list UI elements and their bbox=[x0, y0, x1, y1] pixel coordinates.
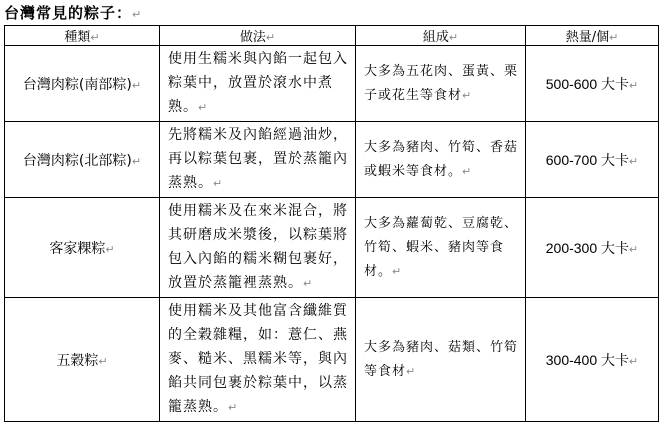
header-calories: 熱量/個↵ bbox=[526, 26, 659, 46]
cell-composition: 大多為蘿蔔乾、豆腐乾、竹筍、蝦米、豬肉等食材。↵ bbox=[356, 198, 526, 298]
title-text: 台灣常見的粽子： bbox=[4, 4, 133, 22]
cell-calories: 200-300 大卡↵ bbox=[526, 198, 659, 298]
table-row bbox=[5, 298, 659, 422]
table-row bbox=[5, 122, 659, 198]
cell-calories: 600-700 大卡↵ bbox=[526, 122, 659, 198]
cell-type: 五穀粽↵ bbox=[5, 298, 160, 422]
table-row bbox=[5, 198, 659, 298]
cell-calories: 300-400 大卡↵ bbox=[526, 298, 659, 422]
cell-composition: 大多為五花肉、蛋黃、栗子或花生等食材↵ bbox=[356, 46, 526, 122]
cell-type: 台灣肉粽(南部粽)↵ bbox=[5, 46, 160, 122]
cell-type: 台灣肉粽(北部粽)↵ bbox=[5, 122, 160, 198]
cell-type: 客家粿粽↵ bbox=[5, 198, 160, 298]
header-type: 種類↵ bbox=[5, 26, 160, 46]
header-method: 做法↵ bbox=[160, 26, 356, 46]
header-row bbox=[5, 26, 659, 46]
paragraph-mark-icon: ↵ bbox=[132, 8, 143, 21]
zongzi-table bbox=[4, 25, 659, 422]
cell-method: 使用糯米及其他富含纖維質的全穀雜糧，如：薏仁、燕麥、糙米、黑糯米等，與內餡共同包裹於粽葉中，以蒸籠蒸熟。↵ bbox=[160, 298, 356, 422]
table-row bbox=[5, 46, 659, 122]
cell-method: 先將糯米及內餡經過油炒，再以粽葉包裹，置於蒸籠內蒸熟。↵ bbox=[160, 122, 356, 198]
cell-composition: 大多為豬肉、竹筍、香菇或蝦米等食材。↵ bbox=[356, 122, 526, 198]
cell-composition: 大多為豬肉、菇類、竹筍等食材↵ bbox=[356, 298, 526, 422]
cell-calories: 500-600 大卡↵ bbox=[526, 46, 659, 122]
cell-method: 使用糯米及在來米混合，將其研磨成米漿後，以粽葉將包入內餡的糯米糊包裹好，放置於蒸籠裡蒸熟。↵ bbox=[160, 198, 356, 298]
page-title bbox=[4, 2, 142, 23]
cell-method: 使用生糯米與內餡一起包入粽葉中，放置於滾水中煮熟。↵ bbox=[160, 46, 356, 122]
header-composition: 組成↵ bbox=[356, 26, 526, 46]
